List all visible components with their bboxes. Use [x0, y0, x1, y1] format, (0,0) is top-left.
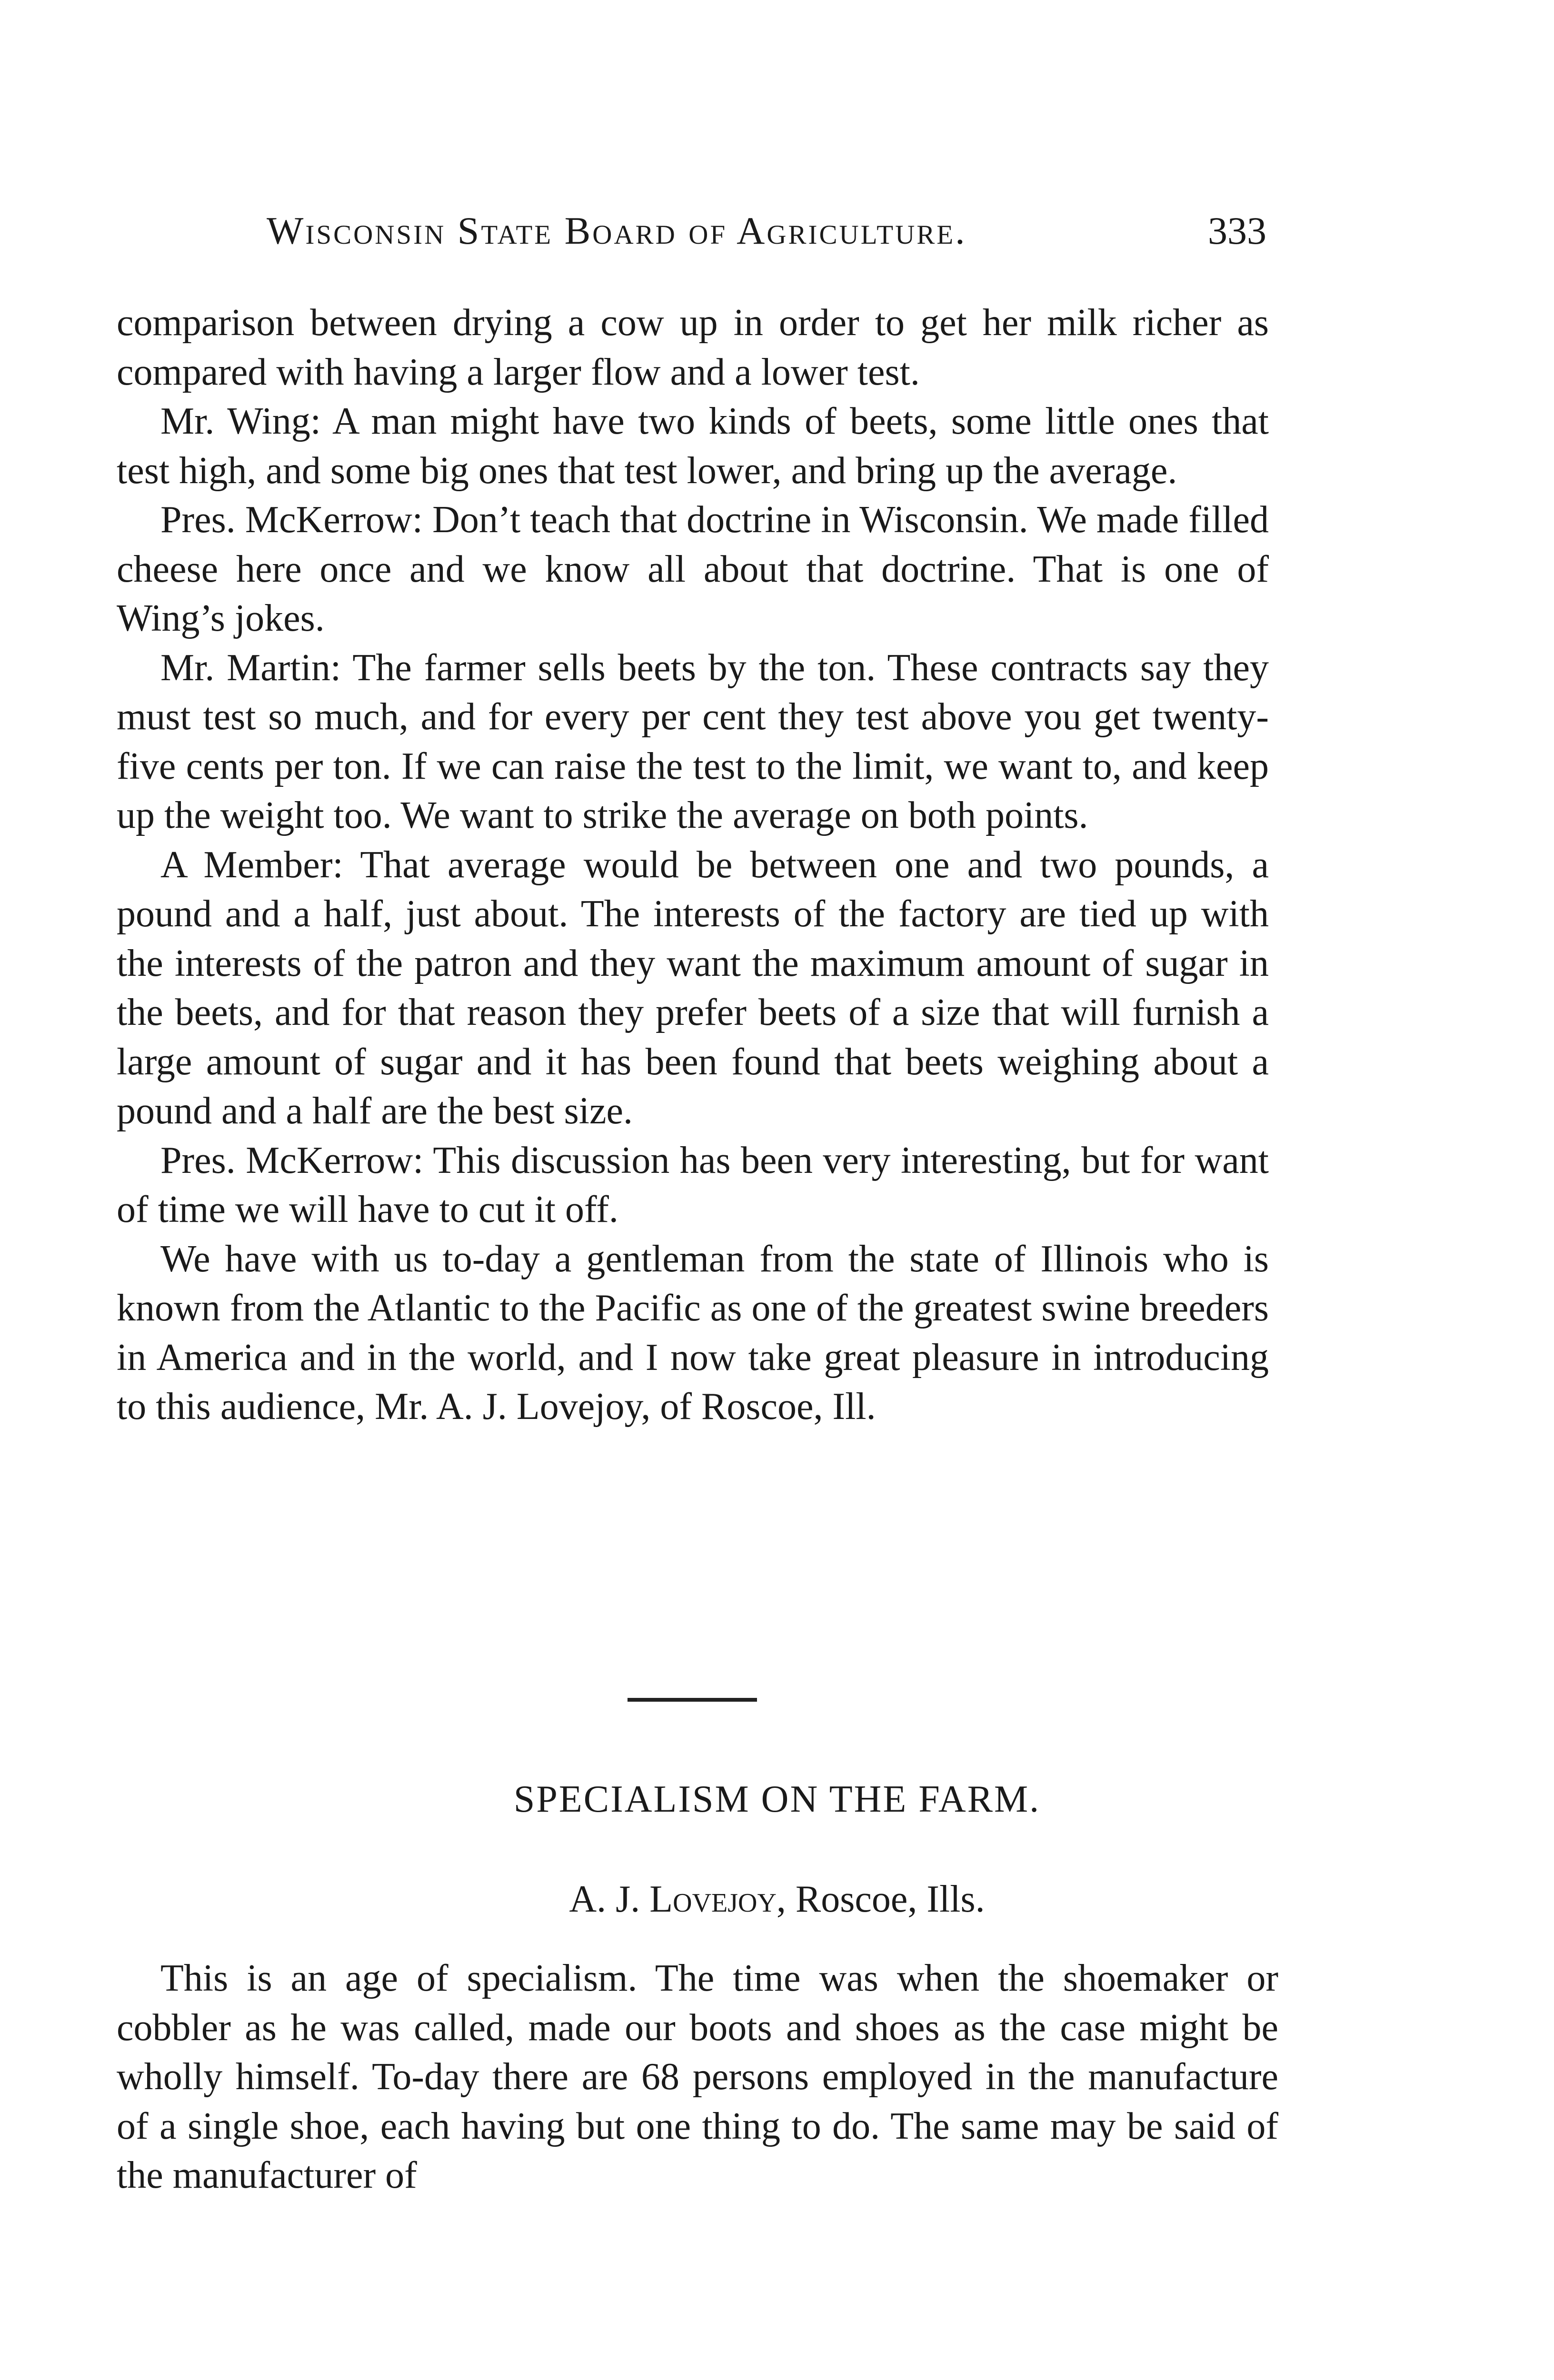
paragraph-mr-wing: Mr. Wing: A man might have two kinds of beets, some little ones that test high, and some big ones that test lower, and bring up the average. [117, 400, 1269, 492]
running-head [267, 205, 1266, 257]
article-title: SPECIALISM ON THE FARM. [513, 1778, 1041, 1820]
article-paragraph: This is an age of specialism. The time was when the shoemaker or cobbler as he was called, made our boots and shoes as the case might be wholly himself. To-day there are 68 persons employed in the manufacture of a single shoe, each having but one thing to do. The same may be said of the manufacturer of [117, 1957, 1278, 2196]
article-byline [0, 1873, 1554, 1925]
paragraph-pres-mckerrow-discussion: Pres. McKerrow: This discussion has been very interesting, but for want of time we will have to cut it off. [117, 1139, 1269, 1230]
paragraph-continuation: comparison between drying a cow up in order to get her milk richer as compared with having a larger flow and a lower test. [117, 302, 1269, 393]
paragraph-pres-mckerrow-doctrine: Pres. McKerrow: Don’t teach that doctrine in Wisconsin. We made filled cheese here once and we know all about that doctrine. That is one of Wing’s jokes. [117, 499, 1269, 639]
paragraph-a-member: A Member: That average would be between one and two pounds, a pound and a half, just about. The interests of the factory are tied up with the interests of the patron and they want the maximum amount of sugar in the beets, and for that reason they prefer beets of a size that will furnish a large amount of sugar and it has been found that beets weighing about a pound and a half are the best size. [117, 843, 1269, 1132]
section-divider [628, 1698, 757, 1702]
running-title: Wisconsin State Board of Agriculture. [267, 209, 967, 252]
paragraph-introduction: We have with us to-day a gentleman from the state of Illinois who is known from the Atlantic to the Pacific as one of the greatest swine breeders in America and in the world, and I now take great pleasure in introducing to this audience, Mr. A. J. Lovejoy, of Roscoe, Ill. [117, 1238, 1269, 1428]
discussion-text [117, 298, 1269, 1432]
article-body [117, 1954, 1278, 2201]
author-name: A. J. Lovejoy [569, 1878, 777, 1920]
author-location: , Roscoe, Ills. [776, 1878, 985, 1920]
paragraph-mr-martin: Mr. Martin: The farmer sells beets by the ton. These contracts say they must test so much, and for every per cent they test above you get twenty-five cents per ton. If we can raise the test to the limit, we want to, and keep up the weight too. We want to strike the average on both points. [117, 646, 1269, 836]
page-number: 333 [1208, 209, 1266, 252]
